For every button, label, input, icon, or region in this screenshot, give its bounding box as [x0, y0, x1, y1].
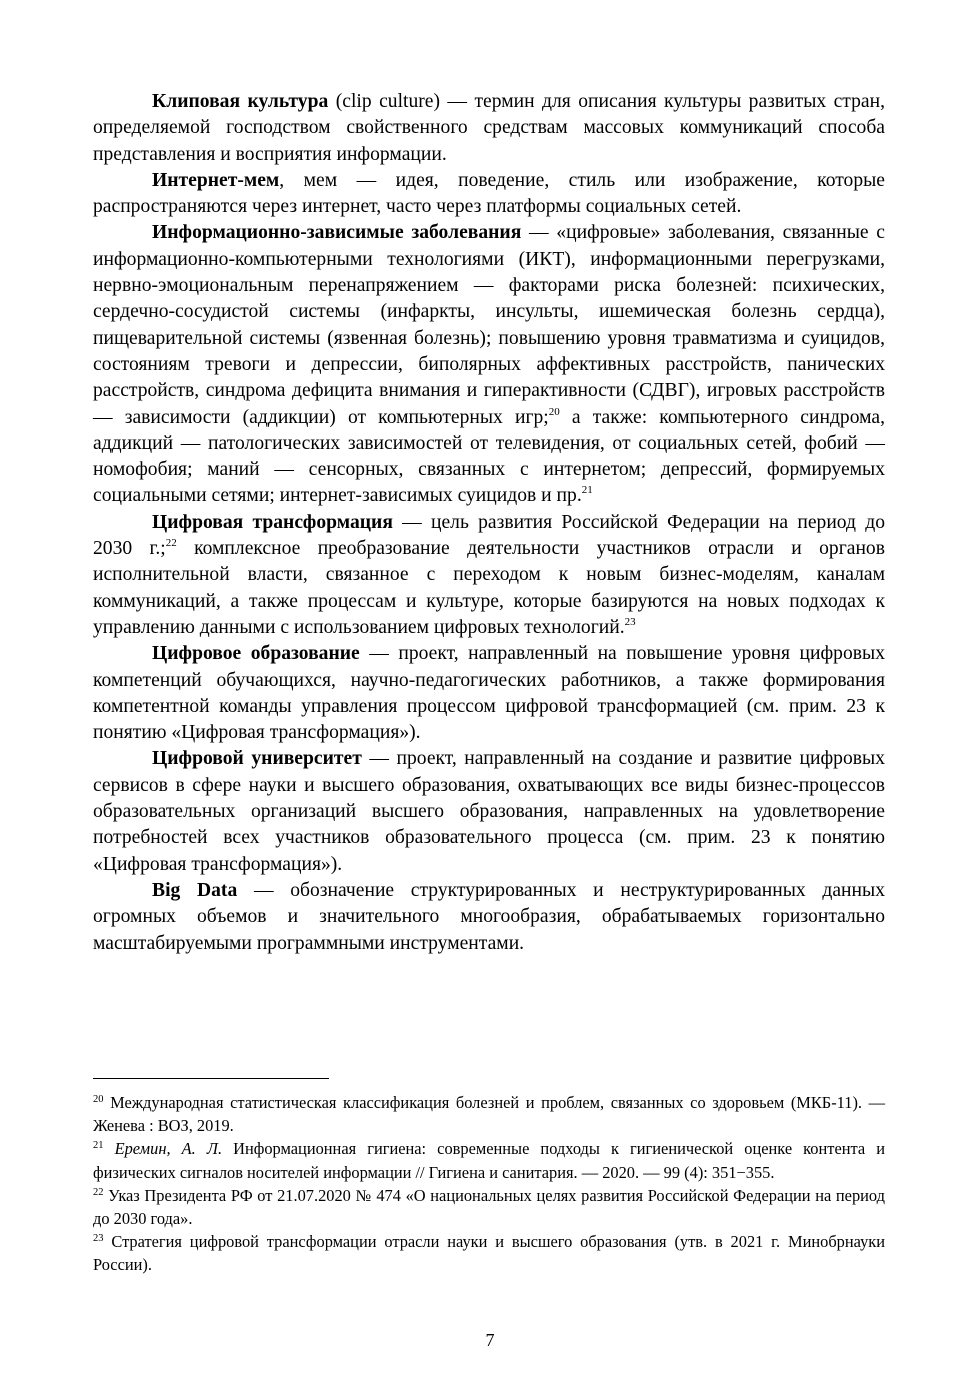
entry-definition: (clip culture) — термин для описания культуры развитых стран, определяемой господством свойственного средствам массовых коммуникаций способа представления и восприятия информации.	[93, 91, 885, 165]
entry-term: Интернет-мем	[152, 169, 280, 191]
glossary-entry-digital-education	[93, 641, 885, 746]
footnote-separator	[93, 1078, 329, 1079]
footnote-reference-20[interactable]: 20	[548, 405, 560, 418]
glossary-entry-internet-meme	[93, 168, 885, 221]
glossary-entry-information-dependent-diseases	[93, 220, 885, 509]
glossary-entry-clip-culture	[93, 89, 885, 168]
entry-term: Цифровой университет	[152, 748, 362, 770]
footnotes-section	[93, 1078, 885, 1277]
footnote-23	[93, 1230, 885, 1276]
glossary-body	[93, 89, 885, 957]
footnote-21	[93, 1137, 885, 1183]
glossary-entry-digital-transformation	[93, 510, 885, 641]
entry-term: Big Data	[152, 879, 238, 901]
footnote-text: Информационная гигиена: современные подходы к гигиенической оценке контента и физических сигналов носителей информации // Гигиена и санитария. — 2020. — 99 (4): 351−355.	[93, 1139, 885, 1182]
glossary-entry-digital-university	[93, 746, 885, 877]
entry-definition: , мем — идея, поведение, стиль или изображение, которые распространяются через интернет, часто через платформы социальных сетей.	[93, 169, 885, 218]
footnote-20	[93, 1091, 885, 1137]
footnote-reference-22[interactable]: 22	[165, 537, 177, 550]
footnote-number: 22	[93, 1186, 104, 1198]
entry-term: Информационно-зависимые заболевания	[152, 222, 522, 244]
footnote-text: Указ Президента РФ от 21.07.2020 № 474 «О национальных целях развития Российской Федерации на период до 2030 года».	[93, 1185, 885, 1229]
entry-term: Цифровая трансформация	[152, 511, 393, 533]
entry-definition-continued: комплексное преобразование деятельности участников отрасли и органов исполнительной власти, связанное с переходом к новым бизнес-моделям, каналам коммуникаций, а также процессам и культуре, которые базируются на новых подходах к управлению данными с использованием цифровых технологий.	[93, 538, 885, 638]
footnote-number: 23	[93, 1233, 104, 1245]
entry-definition: — цель развития Российской Федерации на период до 2030 г.;	[93, 511, 885, 560]
footnote-reference-21[interactable]: 21	[581, 484, 593, 497]
entry-term: Цифровое образование	[152, 643, 360, 665]
footnote-text: Международная статистическая классификация болезней и проблем, связанных со здоровьем (МКБ-11). — Женева : ВОЗ, 2019.	[93, 1093, 885, 1136]
page-number: 7	[485, 1330, 495, 1350]
entry-definition-continued: а также: компьютерного синдрома, аддикций — патологических зависимостей от телевидения, от социальных сетей, фобий — номофобия; маний — сенсорных, связанных с интернетом; депрессий, формируемых социальными сетями; интернет-зависимых суицидов и пр.	[93, 406, 885, 507]
footnote-22	[93, 1184, 885, 1230]
footnote-number: 21	[93, 1140, 104, 1152]
entry-definition: — обозначение структурированных и неструктурированных данных огромных объемов и значительного многообразия, обрабатываемых горизонтально масштабируемыми программными инструментами.	[93, 879, 885, 954]
entry-definition: — проект, направленный на создание и развитие цифровых сервисов в сфере науки и высшего образования, охватывающих все виды бизнес-процессов образовательных организаций высшего образования, направленных на удовлетворение потребностей всех участников образовательного процесса (см. прим. 23 к понятию «Цифровая трансформация»).	[93, 748, 885, 875]
entry-definition: — «цифровые» заболевания, связанные с информационно-компьютерными технологиями (ИКТ), информационными перегрузками, нервно-эмоциональным перенапряжением — факторами риска болезней: психических, сердечно-сосудистой системы (инфаркты, инсульты, ишемическая болезнь сердца), пищеварительной системы (язвенная болезнь); повышению уровня травматизма и суицидов, состояниям тревоги и депрессии, биполярных аффективных расстройств, панических расстройств, синдрома дефицита внимания и гиперактивности (СДВГ), игровых расстройств — зависимости (аддикции) от компьютерных игр;	[93, 222, 885, 428]
footnote-reference-23[interactable]: 23	[624, 615, 636, 628]
footnote-author: Еремин, А. Л.	[114, 1139, 223, 1159]
entry-definition: — проект, направленный на повышение уровня цифровых компетенций обучающихся, научно-педагогических работников, а также формирования компетентной команды управления процессом цифровой трансформацией (см. прим. 23 к понятию «Цифровая трансформация»).	[93, 643, 885, 744]
entry-term: Клиповая культура	[152, 91, 329, 112]
footnote-text: Стратегия цифровой трансформации отрасли науки и высшего образования (утв. в 2021 г. Минобрнауки России).	[93, 1232, 885, 1275]
footnote-number: 20	[93, 1094, 104, 1105]
glossary-entry-big-data	[93, 878, 885, 957]
